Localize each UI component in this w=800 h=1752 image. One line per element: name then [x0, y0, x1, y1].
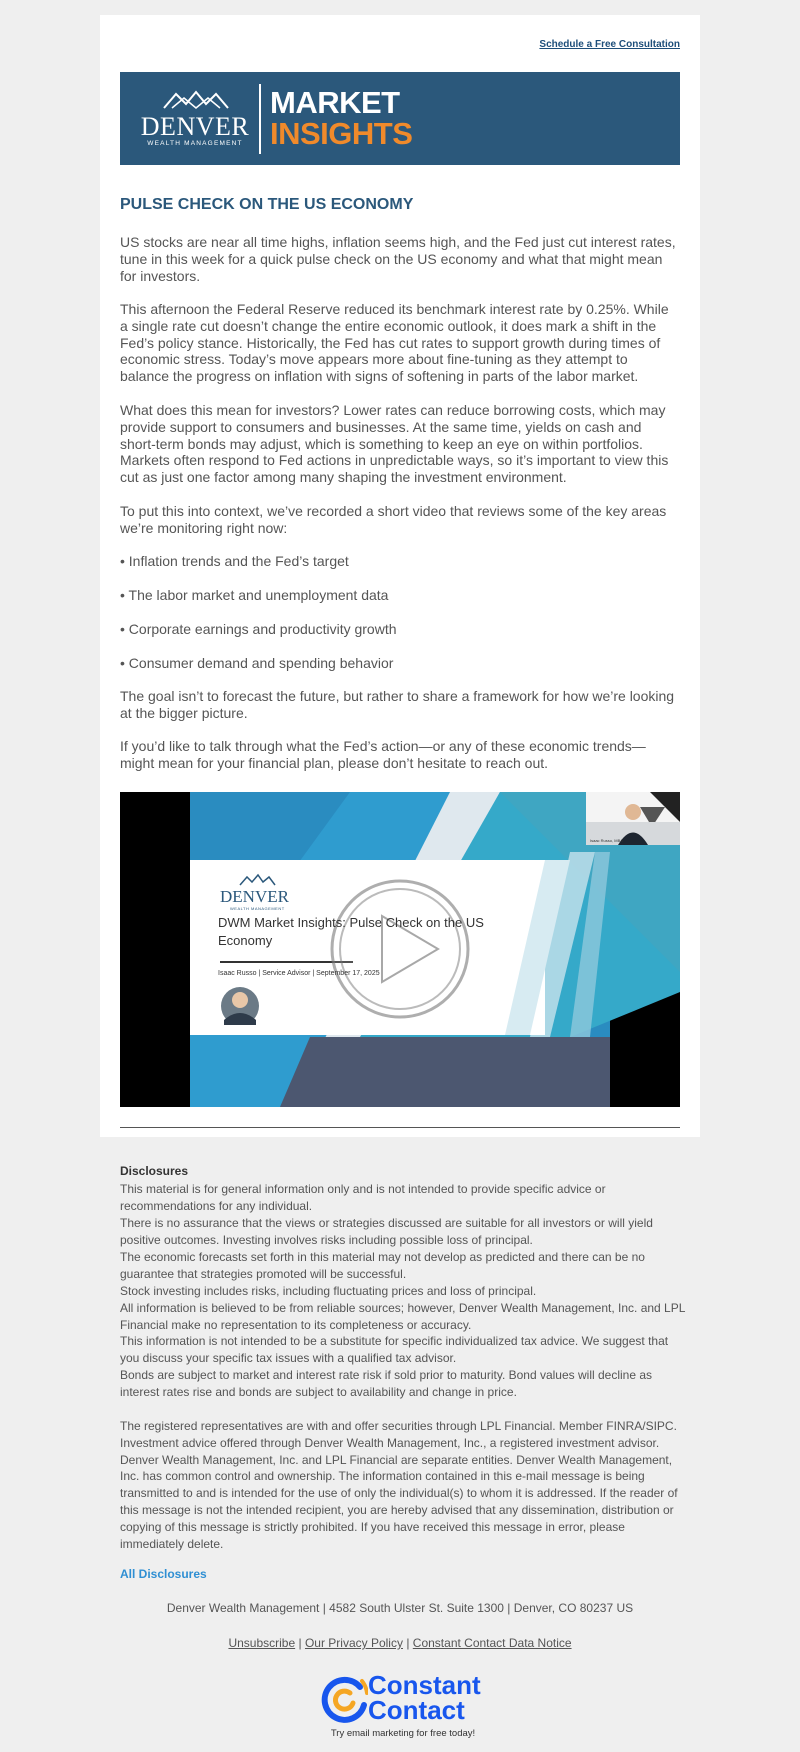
company-address: Denver Wealth Management | 4582 South Ulster St. Suite 1300 | Denver, CO 80237 US — [166, 1601, 634, 1615]
link-separator: | — [298, 1636, 302, 1650]
constant-contact-logo-icon — [320, 1675, 368, 1723]
slide-logo-subtitle: WEALTH MANAGEMENT — [230, 906, 285, 911]
article-paragraph: This afternoon the Federal Reserve reduced its benchmark interest rate by 0.25%. While a single rate cut doesn’t change the entire economic outlook, it does mark a shift in the Fed’s policy stance. Historically, the Fed has cut rates to support growth during times of economic stress. Today’s move appears more about fine-tuning as they attempt to balance the progress on inflation with signs of softening in parts of the labor market. — [120, 301, 669, 385]
article-paragraph: The goal isn’t to forecast the future, but rather to share a framework for how we’re looking at the bigger picture. — [120, 688, 675, 721]
link-separator: | — [406, 1636, 410, 1650]
disclosure-line: This material is for general information only and is not intended to provide specific advice or recommendations for any individual. — [120, 1182, 606, 1213]
slide-title-line1: DWM Market Insights: Pulse Check on the US — [218, 915, 484, 930]
article-paragraph: US stocks are near all time highs, inflation seems high, and the Fed just cut interest rates, tune in this week for a quick pulse check on the US economy and what that might mean for investors. — [120, 234, 676, 284]
disclosure-line: Bonds are subject to market and interest rate risk if sold prior to maturity. Bond values will decline as interest rates rise and bonds are subject to availability and change in price. — [120, 1368, 653, 1399]
footer-links — [0, 1636, 800, 1650]
disclosure-line: There is no assurance that the views or strategies discussed are suitable for all investors or will yield positive outcomes. Investing involves risks including possible loss of principal. — [120, 1216, 653, 1247]
play-icon[interactable] — [332, 881, 468, 1017]
disclosure-line: This information is not intended to be a substitute for specific individualized tax advice. We suggest that you discuss your specific tax issues with a qualified tax advisor. — [120, 1334, 669, 1365]
slide-byline: Isaac Russo | Service Advisor | September 17, 2025 — [218, 970, 380, 977]
privacy-policy-link[interactable]: Our Privacy Policy — [304, 1636, 403, 1650]
logo-subtitle: WEALTH MANAGEMENT — [147, 140, 243, 147]
data-notice-link[interactable]: Constant Contact Data Notice — [412, 1636, 572, 1650]
constant-contact-badge[interactable] — [318, 1670, 482, 1743]
market-insights-banner — [120, 72, 680, 165]
bullet-item: • Consumer demand and spending behavior — [120, 655, 394, 671]
disclosure-line: All information is believed to be from reliable sources; however, Denver Wealth Management, Inc. and LPL Financial make no representation to its completeness or accuracy. — [120, 1301, 685, 1332]
email-card — [100, 15, 700, 1137]
disclosures-heading: Disclosures — [120, 1164, 189, 1178]
disclosure-line: The economic forecasts set forth in this material may not develop as predicted and there can be no guarantee that strategies promoted will be successful. — [120, 1250, 645, 1281]
article-headline: PULSE CHECK ON THE US ECONOMY — [120, 196, 414, 213]
banner-divider — [259, 84, 261, 154]
video-thumbnail[interactable] — [120, 792, 680, 1107]
cc-word-1: Constant — [368, 1670, 481, 1700]
bullet-item: • Inflation trends and the Fed’s target — [120, 553, 349, 569]
webcam-name-label: Isaac Russo, MBA — [590, 838, 623, 843]
legal-notice: The registered representatives are with and offer securities through LPL Financial. Member FINRA/SIPC. Investment advice offered through Denver Wealth Management, Inc., a registered investment advisor. Denver Wealth Management, Inc. and LPL Financial are separate entities. Denver Wealth Management, Inc. has common control and ownership. The information contained in this e-mail message is being transmitted to and is intended for the use of only the individual(s) to whom it is addressed. If the reader of this message is not the intended recipient, you are hereby advised that any dissemination, distribution or copying of this message is strictly prohibited. If you have received this message in error, please immediately delete. — [120, 1419, 678, 1551]
banner-title-market: MARKET — [270, 85, 400, 120]
article-paragraph: What does this mean for investors? Lower rates can reduce borrowing costs, which may provide support to consumers and businesses. At the same time, yields on cash and short-term bonds may adjust, which is something to keep an eye on within portfolios. Markets often respond to Fed actions in unpredictable ways, so it’s important to view this cut as just one factor among many shaping the investment environment. — [120, 402, 669, 486]
constant-contact-tagline: Try email marketing for free today! — [330, 1728, 476, 1739]
bullet-item: • The labor market and unemployment data — [120, 587, 389, 603]
denver-logo — [140, 88, 250, 148]
article-paragraph: To put this into context, we’ve recorded a short video that reviews some of the key areas we’re monitoring right now: — [120, 503, 667, 536]
slide-title-line2: Economy — [218, 933, 273, 948]
bullet-item: • Corporate earnings and productivity growth — [120, 621, 397, 637]
mountains-icon — [154, 88, 234, 110]
schedule-consultation-link[interactable]: Schedule a Free Consultation — [539, 39, 680, 50]
disclosure-line: Stock investing includes risks, including fluctuating prices and loss of principal. — [120, 1284, 537, 1298]
article-paragraph: If you’d like to talk through what the Fed’s action—or any of these economic trends—might mean for your financial plan, please don’t hesitate to reach out. — [120, 738, 646, 771]
logo-wordmark: DENVER — [140, 112, 250, 141]
section-divider — [120, 1127, 680, 1128]
cc-word-2: Contact — [368, 1695, 465, 1725]
unsubscribe-link[interactable]: Unsubscribe — [228, 1636, 296, 1650]
banner-title-insights: INSIGHTS — [270, 116, 413, 151]
all-disclosures-link[interactable]: All Disclosures — [120, 1567, 207, 1581]
slide-logo: DENVER — [220, 887, 289, 906]
constant-contact-wordmark — [368, 1670, 481, 1725]
